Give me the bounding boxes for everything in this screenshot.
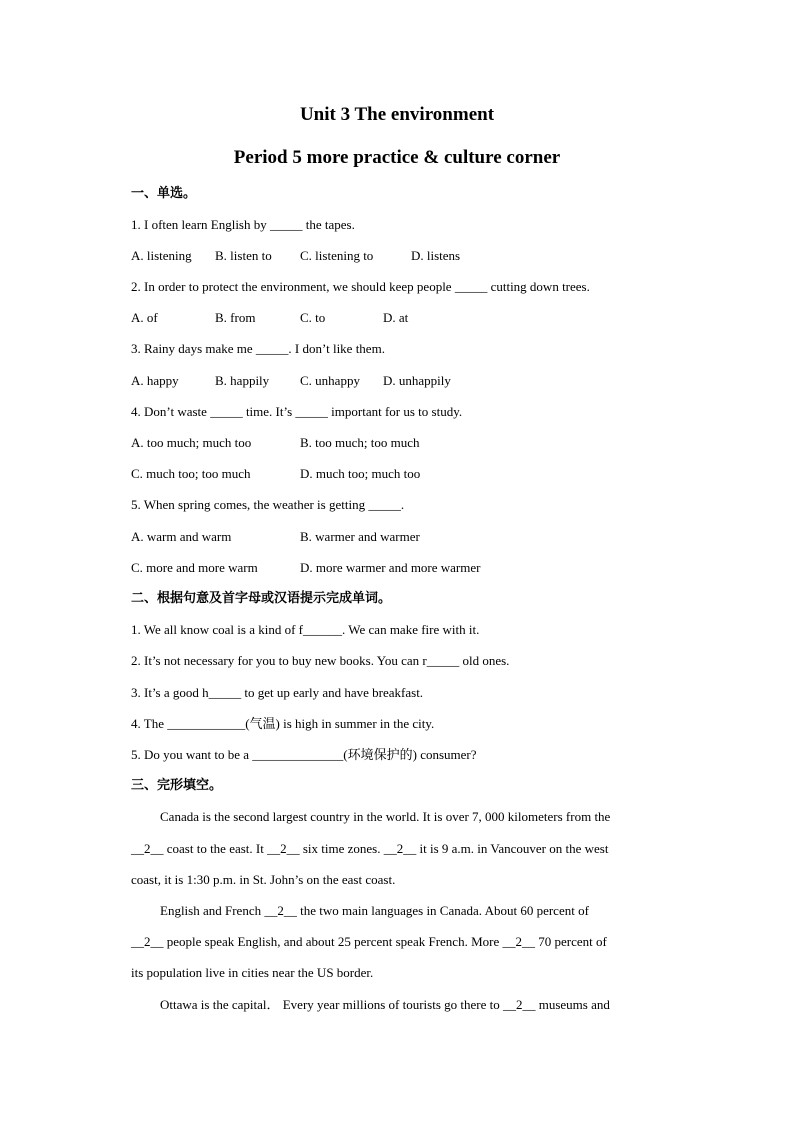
- option-d: D. more warmer and more warmer: [300, 560, 481, 575]
- passage-line: its population live in cities near the US border.: [131, 965, 374, 980]
- question-stem: 4. Don’t waste _____ time. It’s _____ important for us to study.: [131, 404, 463, 419]
- fill-in-item: 4. The ____________(气温) is high in summer in the city.: [131, 716, 435, 731]
- fill-in-item: 1. We all know coal is a kind of f______. We can make fire with it.: [131, 622, 480, 637]
- option-a: A. too much; much too: [131, 435, 252, 450]
- passage-line: __2__ people speak English, and about 25 percent speak French. More __2__ 70 percent of: [131, 934, 607, 949]
- section-heading-word-completion: 二、根据句意及首字母或汉语提示完成单词。: [131, 591, 392, 606]
- option-d: D. unhappily: [383, 373, 451, 388]
- page-title: Unit 3 The environment: [299, 104, 495, 125]
- option-c: C. listening to: [300, 248, 374, 263]
- option-a: A. of: [131, 310, 158, 325]
- option-c: C. much too; too much: [131, 466, 251, 481]
- question-stem: 2. In order to protect the environment, we should keep people _____ cutting down trees.: [131, 279, 590, 294]
- passage-line: Canada is the second largest country in the world. It is over 7, 000 kilometers from the: [160, 809, 611, 824]
- passage-line: Ottawa is the capital． Every year millions of tourists go there to __2__ museums and: [160, 997, 610, 1012]
- option-b: B. too much; too much: [300, 435, 420, 450]
- question-stem: 3. Rainy days make me _____. I don’t like them.: [131, 341, 385, 356]
- option-a: A. listening: [131, 248, 192, 263]
- option-d: D. at: [383, 310, 409, 325]
- option-a: A. warm and warm: [131, 529, 232, 544]
- passage-line: coast, it is 1:30 p.m. in St. John’s on the east coast.: [131, 872, 396, 887]
- option-b: B. warmer and warmer: [300, 529, 420, 544]
- option-b: B. from: [215, 310, 256, 325]
- option-a: A. happy: [131, 373, 179, 388]
- question-stem: 1. I often learn English by _____ the tapes.: [131, 217, 355, 232]
- question-stem: 5. When spring comes, the weather is getting _____.: [131, 497, 405, 512]
- section-heading-cloze: 三、完形填空。: [131, 778, 223, 793]
- fill-in-item: 3. It’s a good h_____ to get up early and have breakfast.: [131, 685, 424, 700]
- option-c: C. more and more warm: [131, 560, 258, 575]
- section-heading-single-choice: 一、单选。: [131, 186, 197, 201]
- passage-line: English and French __2__ the two main languages in Canada. About 60 percent of: [160, 903, 589, 918]
- option-d: D. much too; much too: [300, 466, 421, 481]
- page-subtitle: Period 5 more practice & culture corner: [233, 147, 561, 168]
- fill-in-item: 2. It’s not necessary for you to buy new books. You can r_____ old ones.: [131, 653, 510, 668]
- fill-in-item: 5. Do you want to be a ______________(环境保护的) consumer?: [131, 747, 477, 762]
- option-b: B. happily: [215, 373, 270, 388]
- option-d: D. listens: [411, 248, 461, 263]
- option-b: B. listen to: [215, 248, 272, 263]
- passage-line: __2__ coast to the east. It __2__ six time zones. __2__ it is 9 a.m. in Vancouver on the west: [131, 841, 609, 856]
- option-c: C. to: [300, 310, 326, 325]
- option-c: C. unhappy: [300, 373, 360, 388]
